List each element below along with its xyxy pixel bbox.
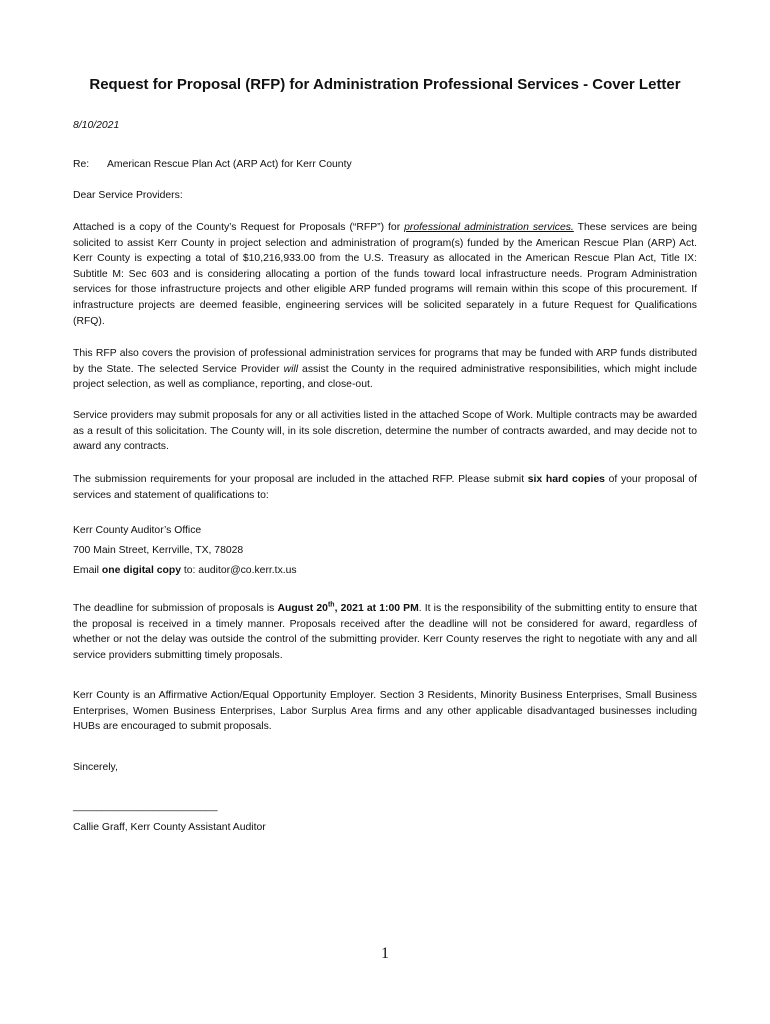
paragraph-equal-opportunity: Kerr County is an Affirmative Action/Equal Opportunity Employer. Section 3 Residents, Minority Business Enterprises, Small Business Enterprises, Women Business Enterprises, Labor Surplus Area firms and any other applicable disadvantaged businesses including HUBs are encouraged to submit proposals. [73,690,697,733]
p2-emphasis: will [283,363,299,375]
p5-bold-time: , 2021 at 1:00 PM [334,603,419,614]
p5-superscript: th [327,601,335,609]
paragraph-deadline [73,601,697,663]
p5-bold-date: August 20 [277,603,328,614]
paragraph-intro [73,220,697,329]
letter-date: 8/10/2021 [73,120,120,131]
p1-text-b: These services are being solicited to assist Kerr County in project selection and administration of program(s) funded by the American Rescue Plan (ARP) Act. Kerr County is expecting a total of $10,216,933.00 from the U.S. Treasury as allocated in the American Rescue Plan Act, Title IX: Subtitle M: Sec 603 and is considering allocating a portion of the funds toward local infrastructure needs. Program Administration services for those infrastructure projects and other eligible ARP funded programs will remain within this scope of this procurement. If infrastructure projects are deemed feasible, engineering services will be solicited separately in a future Request for Qualifications (RFQ). [73,222,697,327]
p4-bold: six hard copies [527,474,605,485]
p4-text-b: of your proposal of services and statement of qualifications to: [73,474,698,501]
signature-line: _________________________ [73,801,218,812]
page-number: 1 [381,945,389,962]
paragraph-submission [73,472,697,503]
addr3-bold: one digital copy [101,565,181,576]
re-line [73,157,697,173]
re-subject: American Rescue Plan Act (ARP Act) for Kerr County [107,159,352,170]
paragraph-contracts: Service providers may submit proposals for any or all activities listed in the attached Scope of Work. Multiple contracts may be awarded as a result of this solicitation. The County will, in its sole discretion, determine the number of contracts awarded, and may decide not to award any contracts. [73,410,697,453]
address-line-3 [73,563,697,579]
p4-text-a: The submission requirements for your proposal are included in the attached RFP. Please submit [73,474,528,485]
address-line-2: 700 Main Street, Kerrville, TX, 78028 [73,545,244,556]
p2-text-a: This RFP also covers the provision of professional administration services for programs that may be funded with ARP funds distributed by the State. The selected Service Provider [73,348,697,375]
addr3-text-a: Email [73,565,102,576]
p5-text-a: The deadline for submission of proposals is [73,603,278,614]
signer-name: Callie Graff, Kerr County Assistant Auditor [73,822,266,833]
page-title: Request for Proposal (RFP) for Administration Professional Services - Cover Letter [89,76,681,93]
re-label: Re: [73,159,90,170]
p1-emphasis: professional administration services. [404,222,574,233]
salutation: Dear Service Providers: [73,190,183,201]
addr3-text-b: to: auditor@co.kerr.tx.us [180,565,297,576]
address-line-1: Kerr County Auditor’s Office [73,525,202,536]
closing: Sincerely, [73,762,118,773]
p5-text-b: . It is the responsibility of the submitting entity to ensure that the proposal is received in a timely manner. Proposals received after the deadline will not be considered for award, regardless of whether or not the delay was outside the control of the submitting provider. Kerr County reserves the right to negotiate with any and all service providers submitting timely proposals. [73,603,697,661]
p1-text-a: Attached is a copy of the County’s Request for Proposals (“RFP”) for [73,222,405,233]
p2-text-b: assist the County in the required administrative responsibilities, which might include project selection, as well as compliance, reporting, and close-out. [73,363,698,391]
paragraph-scope [73,346,697,393]
